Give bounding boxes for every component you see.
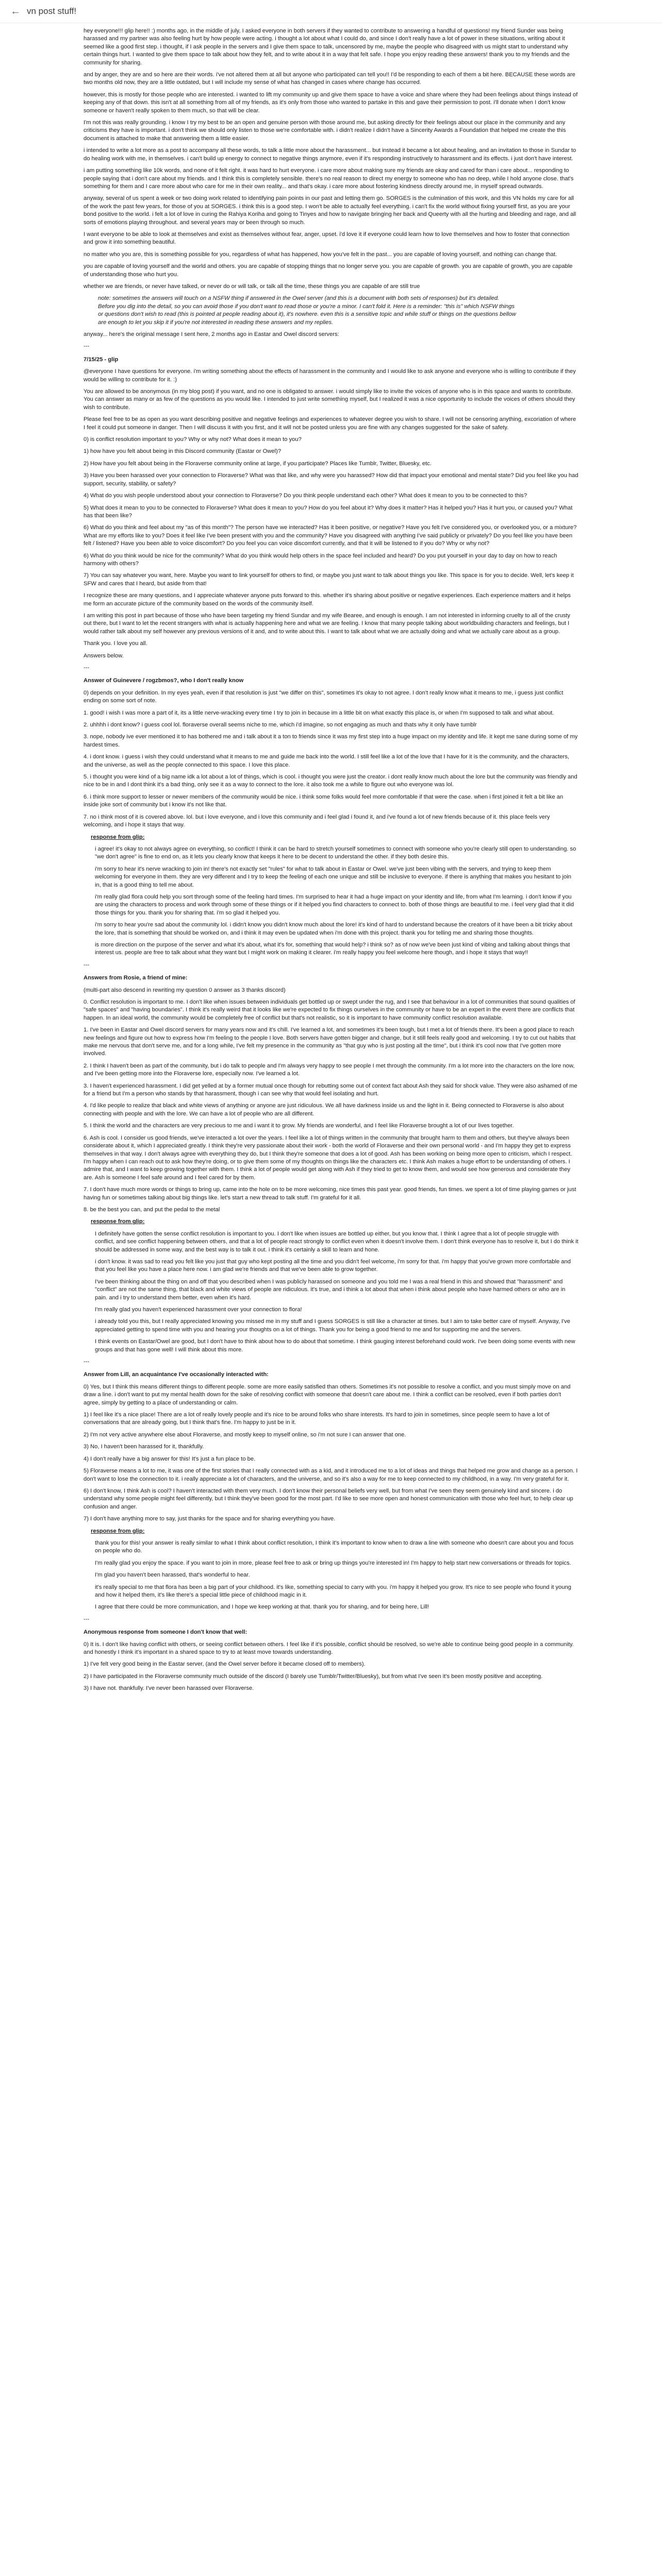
paragraph: 7) I don't have anything more to say, just thanks for the space and for sharing everything you have. (84, 1516, 336, 1522)
paragraph: no matter who you are, this is something possible for you, regardless of what has happened, how you've felt in the past... you are capable of loving yourself, and nothing can change that. (84, 251, 557, 258)
paragraph: and by anger, they are and so here are their words. i've not altered them at all but anyone who participated can tell you!! I'd be responding to each of them a bit here. BECAUSE these words are two months old now, they are a little outdated, but I will include my sense of what has changed in cases where change has occurred. (84, 72, 575, 86)
paragraph: anyway... here's the original message I sent here, 2 months ago in Eastar and Owel discord servers: (84, 331, 339, 337)
top-bar (0, 0, 662, 23)
response-heading: response from glip: (91, 834, 145, 840)
paragraph: 6) What do you think would be nice for the community? What do you think would help others in the space feel included and heard? Do you put yourself in your day to day on how to reach harmony with others? (84, 552, 557, 567)
paragraph: anyway, several of us spent a week or two doing work related to identifying pain points in our past and letting them go. SORGES is the culmination of this work, and this VN holds my care for all of the work the past few years, for those of you at SORGES. i think this is a good step. I won't be able to actually feel everything. i can't fix the world without fixing yourself first, as you are your bond positive to the world. i felt a lot of love in curing the Rahiya Koriha and going to Tinyes and how to navigate bringing her back and Queerty with all the hurting and bleeding and rage, and all sorts of emotions playing throughout. and several years may or been through so much. (84, 195, 576, 226)
response-paragraph: I'm glad you haven't been harassed, that's wonderful to hear. (95, 1572, 250, 1579)
section-heading: Answers from Rosie, a friend of mine: (84, 975, 188, 981)
paragraph: i intended to write a lot more as a post to accompany all these words, to talk a little more about the harassment... but instead it became a lot about healing, and an invitation to those in Sundar to do healing work with me, in themselves. i can't build up energy to connect to negative things anymore, even if it's responding instructively to harassment and its effects. i just don't have interest. (84, 147, 576, 162)
response-paragraph: i'm sorry to hear you're sad about the community lol. i didn't know you didn't know much about the lore! it's kind of hard to understand because the creators of it have been a bit tricky about the lore, that is something that should be worked on, and i think it may even be updated when i'm done with this project. thank you for telling me and sharing those thoughts. (95, 922, 573, 936)
paragraph: 4) What do you wish people understood about your connection to Floraverse? Do you think people understand each other? What does it mean to you to be connected to this? (84, 493, 527, 499)
response-paragraph: i agree! it's okay to not always agree on everything, so conflict! I think it can be hard to stretch yourself sometimes to connect with someone who you're clearly still open to understanding. so "we don't agree" is fine to end on, as it lets you clearly know that keeps it here to be decent to understand the other. if they both desire this. (95, 845, 576, 860)
arrow-left-icon[interactable]: ← (10, 5, 21, 17)
paragraph: i am putting something like 10k words, and none of it felt right. it was hard to hurt everyone. i care more about making sure my friends are okay and cared for than i care about... responding to people saying that i don't care about my friends. and I think this is completely sensible. there's no real reason to direct my energy to someone who has no deep, while I hold anyone close. that's something for them and I care more about who care for me in their own reality... and that's okay. i care more about fostering kindness directly around me, in myself spread outwards. (84, 167, 574, 190)
paragraph: I recognize these are many questions, and I appreciate whatever anyone puts forward to this. whether it's sharing about positive or negative experiences. Each experience matters and it helps me form an accurate picture of the community based on the words of the community itself. (84, 592, 571, 607)
paragraph: --- (84, 665, 90, 671)
paragraph: 6) I don't know, I think Ash is cool? I haven't interacted with them very much. I don't know their personal beliefs very well, but from what I've seen they seem genuinely kind and sincere. i do understand why some people might feel differently, but I think they've been good for the most part. I'd like to see more open and honest communication with those who feel hurt, to help clear up confusion and anger. (84, 1487, 573, 1510)
paragraph: 5. i thought you were kind of a big name idk a lot about a lot of things, which is cool. i thought you were just the creator. i dont really know much about the lore but the community was friendly and nice to be in and I dont think it's a bad thing, only see it as a way to connect to the lore. it also took me a while to figure out who everyone was lol. (84, 774, 577, 788)
paragraph: 4. i dont know. i guess i wish they could understand what it means to me and guide me back into the world. I still feel like a lot of the love that I have for it is the community, and the characters, and the universe, as well as the people connected to this space. I love this place. (84, 754, 569, 768)
section-heading: 7/15/25 - glip (84, 356, 119, 363)
paragraph: You are allowed to be anonymous (in my blog post) if you want, and no one is obligated to answer. i would simply like to invite the voices of anyone who is in this space and wants to contribute. You can answer as many or as few of the questions as you would like. I intended to just write something myself, but I realized it was a nice opportunity to include the voices of others should they wish to contribute. (84, 388, 575, 411)
paragraph: 4. I'd like people to realize that black and white views of anything or anyone are just ridiculous. We all have darkness inside us and the light in it. Being connected to Floraverse is also about connecting with people and with the lore. We can have a lot of people who are all different. (84, 1103, 564, 1117)
paragraph: 2) How have you felt about being in the Floraverse community online at large, if you participate? Places like Tumblr, Twitter, Bluesky, etc. (84, 460, 432, 467)
response-paragraph: I'm really glad you enjoy the space. if you want to join in more, please feel free to ask or bring up things you're interested in! I'm happy to help start new conversations or threads for topics. (95, 1560, 571, 1566)
paragraph: 1) I feel like it's a nice place! There are a lot of really lovely people and it's nice to be around folks who share interests. It's hard to join in sometimes, since people seem to have a lot of conversations that are already going, but I think that's fine. I'm happy to just be in it. (84, 1412, 550, 1426)
response-paragraph: I think events on Eastar/Owel are good, but I don't have to think about how to do about that sometime. I think gauging interest beforehand could work. I've been doing some events with new groups and that has gone well! I will think about this more. (95, 1338, 575, 1353)
paragraph: 1. I've been in Eastar and Owel discord servers for many years now and it's chill. I've learned a lot, and sometimes it's been tough, but I met a lot of friends there. It's been a good place to reach new feelings and figure out how to express how I'm feeling to the people I love. Both servers have gotten bigger and change, but it still feels really good and welcoming. I try to cut out habits that make me nervous that don't serve me, and for a long while, I've felt my presence in the community as "that guy who is just posting all the time", but i think it's cool now that I've gotten more involved. (84, 1027, 576, 1057)
paragraph: 5) Floraverse means a lot to me, it was one of the first stories that I really connected with as a kid, and it introduced me to a lot of ideas and things that helped me grow and change as a person. I don't want to lose the connection to it. i really appreciate a lot of characters, and the universe, and so it's also a way for me to keep connected to my childhood, in a way. I'm very grateful for it. (84, 1468, 578, 1482)
content-note: note: sometimes the answers will touch on a NSFW thing if answered in the Owel server (and this is a document with both sets of responses) but it's detailed. Before you dig into the detail, so you can avoid those if you don't want to read those or you're a minor. I can't fold it. Here is a reminder: "this is" which NSFW things or questions don't wish to read (this is pointed at people reading about it), it's nowhere. even this is a sensitive topic and while stuff or things on the questions bellow are enough to let you skip it if you're not interested in reading these answers and my replies. (98, 295, 516, 326)
paragraph: whether we are friends, or never have talked, or never do or will talk, or talk all the time, these things you are capable of are still true (84, 283, 420, 290)
paragraph: 6. i think more support to lesser or newer members of the community would be nice. i think some folks would feel more comfortable if that were the case. when i first joined it felt a bit like an inside joke sort of community but i know it's not like that. (84, 793, 564, 808)
section-heading: Anonymous response from someone I don't know that well: (84, 1629, 247, 1636)
paragraph: 7. no i think most of it is covered above. lol. but i love everyone, and i love this community and i feel glad i found it, and i've found a lot of new friends because of it. this place feels very welcoming, and i hope it stays that way. (84, 814, 550, 828)
paragraph: I want everyone to be able to look at themselves and exist as themselves without fear, anger, upset. i'd love it if everyone could learn how to love themselves and how to foster that connection and grow it into something beautiful. (84, 231, 570, 246)
paragraph: 7. I don't have much more words or things to bring up, came into the hole on to be more welcoming, nice times this past year. good friends, fun times. we spent a lot of time playing games or just having fun or sometimes talking about big things like. let's start a new thread to talk stuff. I'm grateful for it all. (84, 1187, 576, 1201)
paragraph: 2) I have participated in the Floraverse community much outside of the discord (I barely use Tumblr/Twitter/Bluesky), but from what I've seen it's been mostly positive and accepting. (84, 1673, 543, 1680)
paragraph: 1. good! i wish I was more a part of it, its a little nerve-wracking every time I try to join in because im a little bit on what exactly this place is, or when I'm supposed to talk and what about. (84, 709, 554, 716)
paragraph: 3) I have not. thankfully. I've never been harassed over Floraverse. (84, 1685, 254, 1692)
response-paragraph: i'm really glad flora could help you sort through some of the feeling hard times. I'm surprised to hear it had a huge impact on your identity and life, from what I'm learning. i don't know if you are using the characters to process and work through some of these things or if it helped you find characters to connect to. both of those things are beautiful to me. i feel very glad that it did those things for you. thank you for sharing that. i'm so glad it helped you. (95, 893, 574, 916)
paragraph: --- (84, 1616, 90, 1622)
paragraph: 1) how have you felt about being in this Discord community (Eastar or Owel)? (84, 448, 282, 455)
response-paragraph: it's really special to me that flora has been a big part of your childhood. it's like, something special to carry with you. i'm happy it helped you grow. It's nice to see people who found it young and how it helped them, it's like there's a special little piece of childhood magic in it. (95, 1584, 571, 1598)
paragraph: 7) You can say whatever you want, here. Maybe you want to link yourself for others to find, or maybe you just want to talk about things you like. This space is for you to decide. Well, let's keep it SFW and cares that I heard, but aside from that! (84, 572, 574, 587)
paragraph: 0. Conflict resolution is important to me. I don't like when issues between individuals get bottled up or swept under the rug, and I see that behaviour in a lot of communities that sound qualities of "safe spaces" and "having boundaries". I think it's really weird that it looks like we're expected to fix things ourselves in the community or have to be an expert in the event there are conflicts that happen. In an ideal world, the community would be completely free of conflict but that's not realistic, so it is important to have community conflict resolution available. (84, 999, 575, 1021)
section-heading: Answer of Guinevere / rogzbmos?, who I don't really know (84, 677, 244, 684)
paragraph: 3. nope, nobody ive ever mentioned it to has bothered me and i talk about it a ton to friends since it was my first step into a huge impact on my identity and life. it kept me sane during some of my hardest times. (84, 734, 578, 748)
response-paragraph: I definitely have gotten the sense conflict resolution is important to you. I don't like when issues are bottled up either, but you know that. I think I agree that a lot of people struggle with conflict, and see conflict happening between others, and that a lot of people react strongly to conflict even when it doesn't involve them. I don't think everyone has to resolve it, but I do think it should be addressed in some way, and the best way is to talk it out. i think it's certainly a skill to learn and hone. (95, 1230, 578, 1253)
paragraph: --- (84, 961, 90, 968)
paragraph: however, this is mostly for those people who are interested. i wanted to lift my community up and give them space to have a voice and share where they had been feelings about things instead of keeping any of that down. this isn't at all something from all of my friends, as it's only from those who wanted to partake in this and gave their permission to post. i'll donate when I don't know someone or haven't really spoken to them much, so that will be clear. (84, 91, 578, 114)
paragraph: 6) What do you think and feel about my "as of this month"? The person have we interacted? Has it been positive, or negative? Have you felt I've considered you, or overlooked you, or a mixture? What are my efforts like to you? Does it feel like I've been present with you and the community? Have you disagreed with anything I've said publicly or privately? Do you feel like you have been felt / listened? Have you been able to voice discomfort? Do you feel you can voice discomfort currently, and that it will be listened to if you do? Why or why not? (84, 524, 577, 547)
paragraph: Thank you. I love you all. (84, 640, 147, 647)
paragraph: 3) Have you been harassed over your connection to Floraverse? What was that like, and why were you harassed? How did that impact your emotional and mental state? Did you feel like you had support, security, stability, or safety? (84, 472, 578, 487)
paragraph: 5. I think the world and the characters are very precious to me and i want it to grow. My friends are wonderful, and I feel like Floraverse brought a lot of our lives together. (84, 1123, 514, 1129)
paragraph: you are capable of loving yourself and the world and others. you are capable of stopping things that no longer serve you. you are capable of growth. you are capable of growth, you are capable of understanding those who hurt you. (84, 263, 573, 278)
paragraph: I'm not this was really grounding. i know I try my best to be an open and genuine person with those around me, but asking directly for their feelings about our place in the community and any criticisms they have is important. i don't think we should only listen to those we're comfortable with. i didn't realize I didn't have a Sincerity Awards a Foundation that helped me create the this document is attached to make that answering them a little easier. (84, 120, 566, 142)
paragraph: 1) I've felt very good being in the Eastar server, (and the Owel server before it became closed off to members). (84, 1661, 366, 1668)
paragraph: 8. be the best you can, and put the pedal to the metal (84, 1206, 220, 1213)
section-heading: Answer from Lill, an acquaintance I've occasionally interacted with: (84, 1371, 269, 1378)
response-paragraph: thank you for this! your answer is really similar to what I think about conflict resolution, I think it's important to know when to draw a line with someone who doesn't care about you and focus on people who do. (95, 1539, 574, 1554)
paragraph: 2. uhhhh i dont know? i guess cool lol. floraverse overall seems niche to me, which i'd imagine, so not engaging as much and thats why it only have tumblr (84, 722, 477, 728)
paragraph: 3. I haven't experienced harassment. I did get yelled at by a former mutual once though for rebutting some out of context fact about Ash they said for shock value. They were also ashamed of me for a friend but I'm a person who stands by that harassment, though i can see why that would feel isolating and hurt. (84, 1082, 577, 1097)
response-paragraph: i'm sorry to hear it's nerve wracking to join in! there's not exactly set "rules" for what to talk about in Eastar or Owel. we've just been vibing with the servers, and trying to keep them welcoming for everyone in them. they are very different and I try to keep the feeling of each one unique and still be inclusive to everyone. if there is anything that makes you hesitant to join in, that is a good thing to tell me about. (95, 866, 571, 888)
paragraph: 0) depends on your definition. In my eyes yeah, even if that resolution is just "we differ on this", sometimes it's okay to not agree. I don't really know what it means to me, i guess just conflict ending on some sort of note. (84, 689, 564, 704)
paragraph: --- (84, 343, 90, 350)
paragraph: 0) is conflict resolution important to you? Why or why not? What does it mean to you? (84, 436, 302, 443)
document-title: vn post stuff! (27, 6, 77, 16)
document-body (84, 23, 578, 1718)
response-paragraph: I agree that there could be more communication, and I hope we keep working at that. thank you for sharing, and for being here, Lill! (95, 1604, 429, 1611)
response-paragraph: I've been thinking about the thing on and off that you described when I was publicly harassed on someone and you told me I was a real friend in this and showed that "harassment" and "conflict" are not the same thing, that black and white views of people are ridiculous. it's true, and i think a lot about that when i think about people who have harmed others or who are in pain. and i try to understand them better, even when it's hard. (95, 1278, 566, 1301)
response-paragraph: is more direction on the purpose of the server and what it's about, what it's for, something that would help? i think so? as of now we've been just kind of vibing and talking about things that interest us. people are free to talk about what they want but I might work on making it clearer. i'm really happy you feel welcome here though, and i hope it stays that way!! (95, 941, 570, 956)
paragraph: Answers below. (84, 652, 124, 659)
paragraph: 2. I think I haven't been as part of the community, but i do talk to people and I'm always very happy to see people I met through the community. I'm a lot more into the characters on the lore now, and I've been getting more into the Floraverse lore, especially now. I've learned a lot. (84, 1062, 575, 1077)
response-heading: response from glip: (91, 1528, 145, 1534)
paragraph: --- (84, 1359, 90, 1365)
paragraph: 2) I'm not very active anywhere else about Floraverse, and mostly keep to myself online, so i'm not sure I can answer that one. (84, 1431, 406, 1438)
paragraph: (multi-part also descend in rewriting my question 0 answer as 3 thanks discord) (84, 987, 286, 993)
paragraph: 5) What does it mean to you to be connected to Floraverse? What does it mean to you? How do you feel about it? Why does it matter? Has it helped you? Has it hurt you, or caused you? What has that been like? (84, 504, 573, 519)
paragraph: 0) Yes, but I think this means different things to different people. some are more easily satisfied than others. Sometimes it's not possible to resolve a conflict, and you must simply move on and draw a line. i don't want to put my mental health down for the sake of resolving conflict with someone that doesn't care about me. I think a conflict can be resolved, even if both parties don't agree, simply by getting to a place of understanding or calm. (84, 1383, 571, 1406)
response-paragraph: i already told you this, but I really appreciated knowing you missed me in my stuff and I guess SORGES is still like a character at times. but I aim to take better care of myself. Anyway, I've appreciated getting to spend time with you and hearing your thoughts on a lot of things. Thank you for being a good friend to me and for supporting me and the servers. (95, 1318, 570, 1333)
paragraph: Please feel free to be as open as you want describing positive and negative feelings and experiences to whatever degree you wish to share. I will not be censoring anything, excoriation of where I feel it could put someone in danger. Then I will discuss it with you first, and it will not be posted unless you are fine with any changes suggested for the sake of safety. (84, 416, 576, 431)
paragraph: hey everyone!!! glip here!! :) months ago, in the middle of july, I asked everyone in both servers if they wanted to contribute to answering a handful of questions! my friend Sunder was being harassed and my partner was also feeling hurt by how people were acting. i thought a lot about what I could do, and since I don't really have a lot of power in these situations, writing about it seemed like a good first step. i thought, if I ask people in the servers and I give them space to talk, uncensored by me, maybe the people who disagreed with us might start to understand why certain things hurt. I wanted to give them space to talk about how they felt, and to write about it in a way that felt safe. I hope you enjoy reading these answers! thank you to my friends and the community for sharing. (84, 28, 570, 66)
response-heading: response from glip: (91, 1218, 145, 1225)
paragraph: @everyone I have questions for everyone. i'm writing something about the effects of harassment in the community and I would like to ask anyone and everyone who is willing to contribute if they would be willing to contribute for it. :) (84, 368, 576, 383)
paragraph: 4) I don't really have a big answer for this! It's just a fun place to be. (84, 1455, 256, 1462)
paragraph: I am writing this post in part because of those who have been targeting my friend Sundar and my wife Bearee, and enough is enough. I am not interested in informing cruelty to all of the crusty out there, but I want to let the recent strangers with what is actually happening here and what we are feeling. I know that many people talking about worldbuilding characters and feelings, but I would rather talk about my self however any previous versions of it and, and to write about this. I want to talk about what we are actually doing and what we actually care about as a group. (84, 612, 571, 635)
paragraph: 0) It is. I don't like having conflict with others, or seeing conflict between others. I feel like if it's possible, conflict should be resolved, so we're able to continue being good people in a community. and honestly I think it's important in a shared space to try to at least move towards understanding. (84, 1641, 574, 1655)
paragraph: 6. Ash is cool. I consider us good friends, we've interacted a lot over the years. I feel like a lot of things written in the community that brought harm to them and others, but they've always been considerate about it, which I appreciated greatly. I think they're very passionate about their work - both the world of Floraverse and their own personal world - and I'm happy they get to express themselves in that way. I don't always agree with everything they do, but I think they're someone that does a lot of good. Ash has been working on being more open to criticism, which I respect. I'm happy when I can reach out to ask how they're doing, or to give them some of my thoughts on things like the characters etc. I think Ash makes a huge effort to be understanding of others. I admire that, and I want to keep growing together with them. I think a lot of people would get along with Ash if they tried to get to know them, and would see how generous and considerate they are. Ash is someone I feel safe around and I feel cared for by them. (84, 1134, 572, 1181)
paragraph: 3) No, I haven't been harassed for it, thankfully. (84, 1444, 204, 1450)
response-paragraph: I'm really glad you haven't experienced harassment over your connection to flora! (95, 1307, 302, 1313)
response-paragraph: i don't know. it was sad to read you felt like you just that guy who kept posting all the time and you didn't feel welcome, i'm sorry for that. i'm happy that you've grown more comfortable and that you feel like you have a place here now. i am glad we're friends and that we've been able to grow together. (95, 1258, 571, 1273)
